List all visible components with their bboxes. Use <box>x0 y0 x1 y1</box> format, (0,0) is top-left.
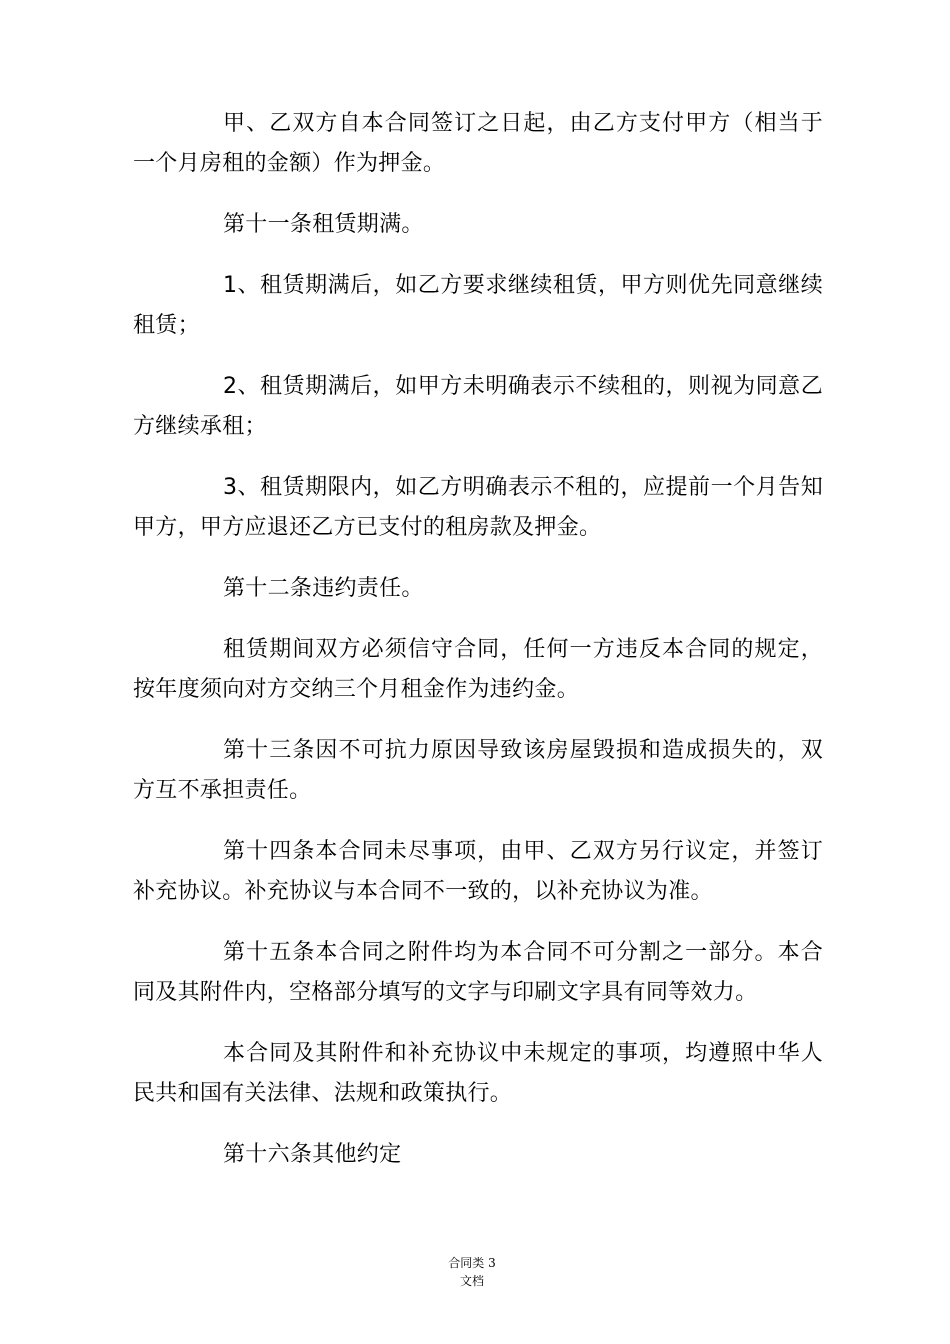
document-body <box>133 104 823 1196</box>
paragraph-article-14: 第十四条本合同未尽事项，由甲、乙双方另行议定，并签订补充协议。补充协议与本合同不一致的，以补充协议为准。 <box>133 839 823 904</box>
footer-category-page: 合同类 3 <box>448 1256 496 1270</box>
paragraph-article-11-item-1: 1、租赁期满后，如乙方要求继续租赁，甲方则优先同意继续租赁； <box>133 273 823 338</box>
footer-doc-label: 文档 <box>459 1274 484 1288</box>
paragraph-article-12-heading: 第十二条违约责任。 <box>223 576 424 601</box>
paragraph-article-11-item-3: 3、租赁期限内，如乙方明确表示不租的，应提前一个月告知甲方，甲方应退还乙方已支付的租房款及押金。 <box>133 475 823 540</box>
paragraph-article-11-item-2: 2、租赁期满后，如甲方未明确表示不续租的，则视为同意乙方继续承租； <box>133 374 823 439</box>
paragraph-article-15: 第十五条本合同之附件均为本合同不可分割之一部分。本合同及其附件内，空格部分填写的文字与印刷文字具有同等效力。 <box>133 940 823 1005</box>
paragraph-article-13: 第十三条因不可抗力原因导致该房屋毁损和造成损失的，双方互不承担责任。 <box>133 738 823 803</box>
paragraph-article-16-heading: 第十六条其他约定 <box>223 1142 402 1167</box>
paragraph-article-12-body: 租赁期间双方必须信守合同，任何一方违反本合同的规定，按年度须向对方交纳三个月租金作为违约金。 <box>133 637 823 702</box>
page-footer <box>0 1254 950 1290</box>
paragraph-deposit: 甲、乙双方自本合同签订之日起，由乙方支付甲方（相当于一个月房租的金额）作为押金。 <box>133 111 823 176</box>
paragraph-legal-reference: 本合同及其附件和补充协议中未规定的事项，均遵照中华人民共和国有关法律、法规和政策执行。 <box>133 1041 823 1106</box>
paragraph-article-11-heading: 第十一条租赁期满。 <box>223 212 424 237</box>
